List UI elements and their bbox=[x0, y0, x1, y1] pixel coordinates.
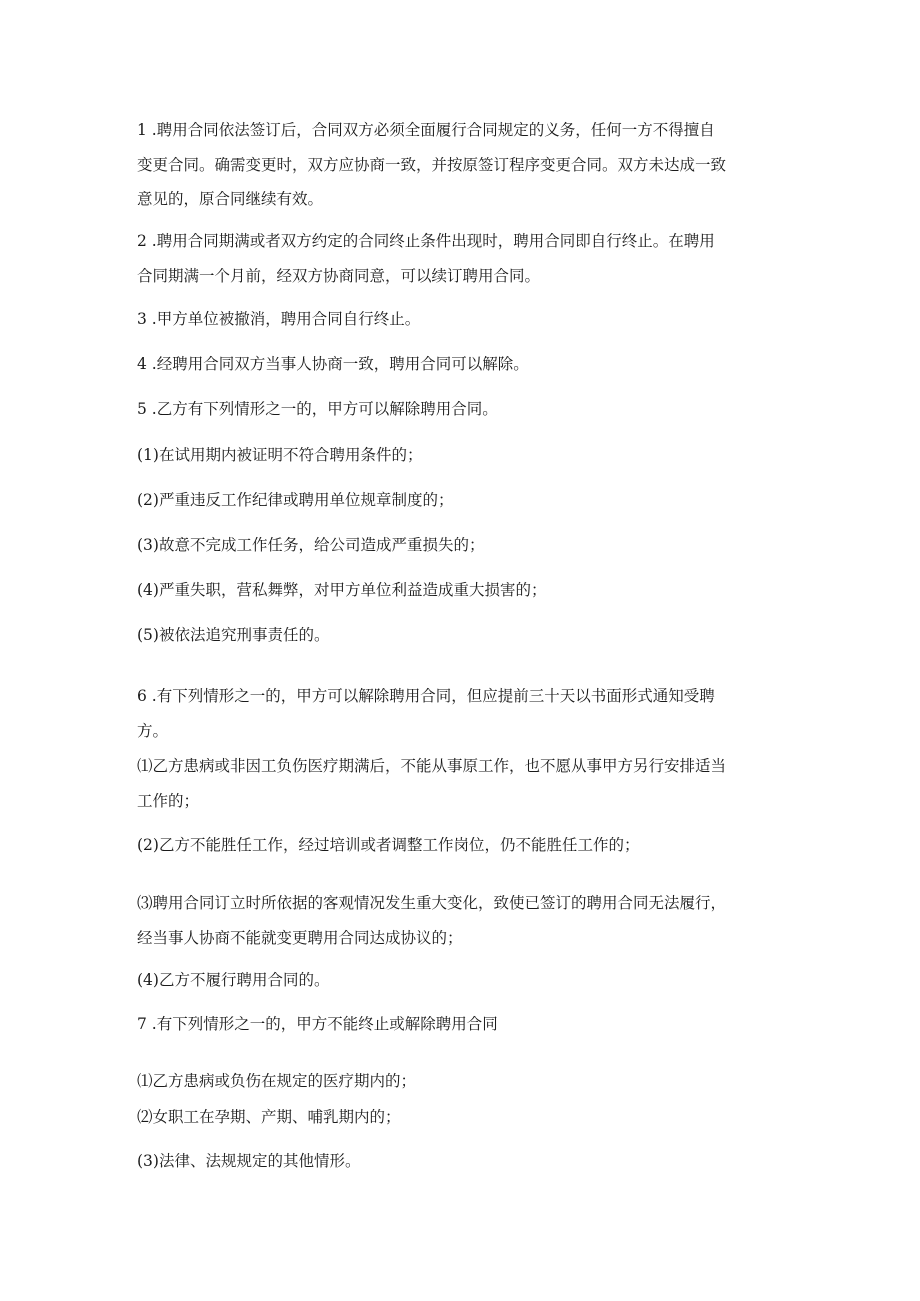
text-line: 3 .甲方单位被撤消，聘用合同自行终止。 bbox=[137, 310, 421, 328]
text-line: 5 .乙方有下列情形之一的，甲方可以解除聘用合同。 bbox=[137, 400, 498, 418]
text-line: 工作的； bbox=[137, 792, 200, 810]
text-line: ⑶聘用合同订立时所依据的客观情况发生重大变化，致使已签订的聘用合同无法履行， bbox=[137, 894, 727, 912]
text-line: (2)严重违反工作纪律或聘用单位规章制度的； bbox=[137, 491, 454, 509]
text-line: 4 .经聘用合同双方当事人协商一致，聘用合同可以解除。 bbox=[137, 355, 529, 373]
text-line: (2)乙方不能胜任工作，经过培训或者调整工作岗位，仍不能胜任工作的； bbox=[137, 836, 640, 854]
text-line: ⑵女职工在孕期、产期、哺乳期内的； bbox=[137, 1108, 401, 1126]
text-line: 2 .聘用合同期满或者双方约定的合同终止条件出现时，聘用合同即自行终止。在聘用 bbox=[137, 232, 715, 250]
text-line: (1)在试用期内被证明不符合聘用条件的； bbox=[137, 446, 423, 464]
text-line: 方。 bbox=[137, 722, 169, 740]
text-line: 6 .有下列情形之一的，甲方可以解除聘用合同，但应提前三十天以书面形式通知受聘 bbox=[137, 687, 715, 705]
text-line: (4)严重失职，营私舞弊，对甲方单位利益造成重大损害的； bbox=[137, 581, 547, 599]
text-line: 经当事人协商不能就变更聘用合同达成协议的； bbox=[137, 929, 463, 947]
text-line: 1 .聘用合同依法签订后，合同双方必须全面履行合同规定的义务，任何一方不得擅自 bbox=[137, 121, 715, 139]
text-line: 意见的，原合同继续有效。 bbox=[137, 190, 324, 208]
text-line: ⑴乙方患病或非因工负伤医疗期满后，不能从事原工作，也不愿从事甲方另行安排适当 bbox=[137, 757, 727, 775]
text-line: (3)法律、法规规定的其他情形。 bbox=[137, 1152, 361, 1170]
text-line: (4)乙方不履行聘用合同的。 bbox=[137, 971, 330, 989]
text-line: (5)被依法追究刑事责任的。 bbox=[137, 626, 330, 644]
text-line: 合同期满一个月前，经双方协商同意，可以续订聘用合同。 bbox=[137, 267, 541, 285]
text-line: ⑴乙方患病或负伤在规定的医疗期内的； bbox=[137, 1072, 417, 1090]
text-line: 7 .有下列情形之一的，甲方不能终止或解除聘用合同 bbox=[137, 1015, 498, 1033]
text-line: 变更合同。确需变更时，双方应协商一致，并按原签订程序变更合同。双方未达成一致 bbox=[137, 156, 727, 174]
text-line: (3)故意不完成工作任务，给公司造成严重损失的； bbox=[137, 536, 485, 554]
